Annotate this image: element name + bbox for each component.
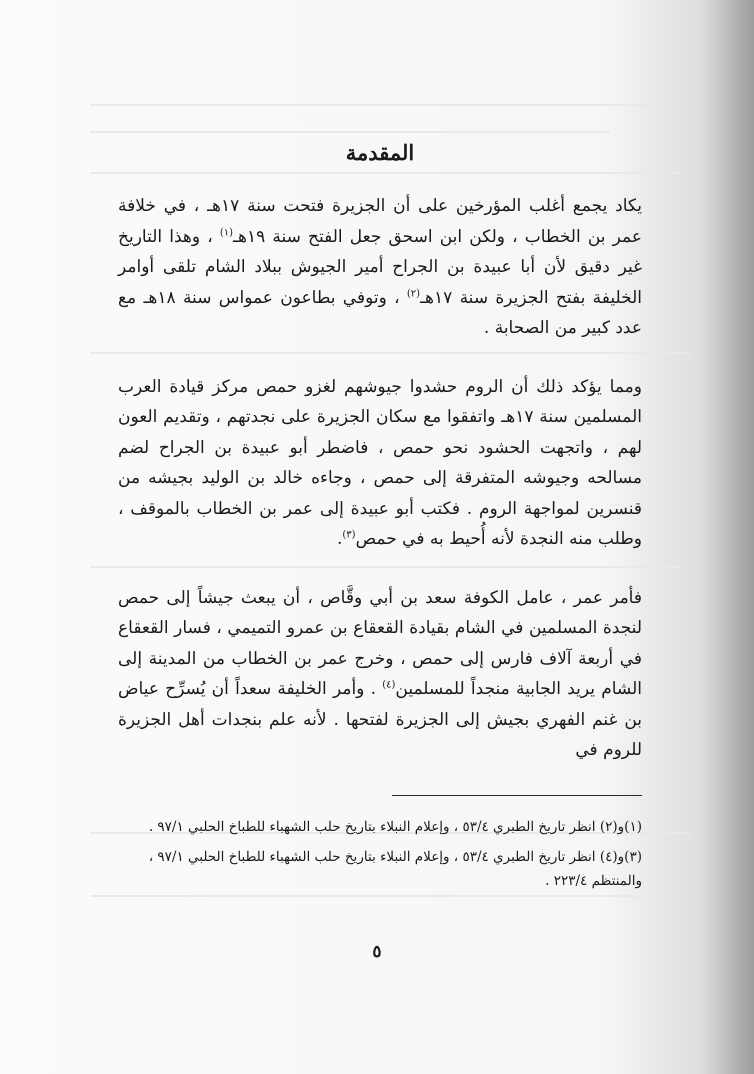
footnote-divider	[392, 795, 642, 796]
paragraph-text: يكاد يجمع أغلب المؤرخين على أن الجزيرة فتحت سنة ١٧هـ ، في خلافة عمر بن الخطاب ، ولكن ابن اسحق جعل الفتح سنة ١٩هـ	[118, 196, 643, 247]
footnote-ref[interactable]: (٤)	[382, 679, 396, 691]
paragraph	[118, 191, 642, 344]
paragraph-text: فأمر عمر ، عامل الكوفة سعد بن أبي وقَّاص ، أن يبعث جيشاً إلى حمص لنجدة المسلمين في الشام بقيادة القعقاع بن عمرو التميمي ، فسار القعقاع في أربعة آلاف فارس إلى حمص ، وخرج عمر بن الخطاب من المدينة إلى الشام يريد الجابية منجداً للمسلمين	[118, 587, 643, 699]
main-text	[118, 140, 642, 794]
paragraph-text: .	[336, 529, 343, 549]
page-number: ٥	[372, 942, 382, 962]
footnote: (١)و(٢) انظر تاريخ الطبري ٥٣/٤ ، وإعلام النبلاء بتاريخ حلب الشهباء للطباخ الحلبي ٩٧/١ .	[148, 819, 642, 835]
paragraph-text: ، وهذا التاريخ غير دقيق لأن أبا عبيدة بن الجراح أمير الجيوش ببلاد الشام تلقى أوامر الخليفة بفتح الجزيرة سنة ١٧هـ	[118, 226, 642, 308]
footnote-ref[interactable]: (١)	[219, 226, 234, 238]
paragraph-text: . وأمر الخليفة سعداً أن يُسرِّح عياض بن غنم الفهري بجيش إلى الجزيرة لفتحها . لأنه علم بنجدات أهل الجزيرة للروم في	[118, 679, 642, 760]
footnote-ref[interactable]: (٢)	[406, 287, 421, 299]
bleed-through-line	[90, 131, 610, 133]
paragraph-text: ومما يؤكد ذلك أن الروم حشدوا جيوشهم لغزو حمص مركز قيادة العرب المسلمين سنة ١٧هـ واتفقوا مع سكان الجزيرة على نجدتهم ، وتقديم العون لهم ، واتجهت الحشود نحو حمص ، فاضطر أبو عبيدة بن الجراح لضم مسالحه وجيوشه المتفرقة إلى حمص ، وجاءه خالد بن الوليد بجيشه من قنسرين لمواجهة الروم . فكتب أبو عبيدة إلى عمر بن الخطاب بالموقف ، وطلب منه النجدة لأنه أُحيط به في حمص	[118, 376, 642, 549]
footnote: (٣)و(٤) انظر تاريخ الطبري ٥٣/٤ ، وإعلام النبلاء بتاريخ حلب الشهباء للطباخ الحلبي ٩٧/١ ، والمنتظم ٢٢٣/٤ .	[148, 849, 642, 889]
paragraph	[118, 583, 642, 766]
paragraph	[118, 372, 642, 555]
paragraph-text: ، وتوفي بطاعون عمواس سنة ١٨هـ مع عدد كبير من الصحابة .	[118, 287, 642, 338]
chapter-title: المقدمة	[345, 140, 415, 165]
bleed-through-line	[90, 104, 650, 106]
footnote-ref[interactable]: (٣)	[342, 529, 356, 541]
footnotes	[118, 815, 642, 899]
